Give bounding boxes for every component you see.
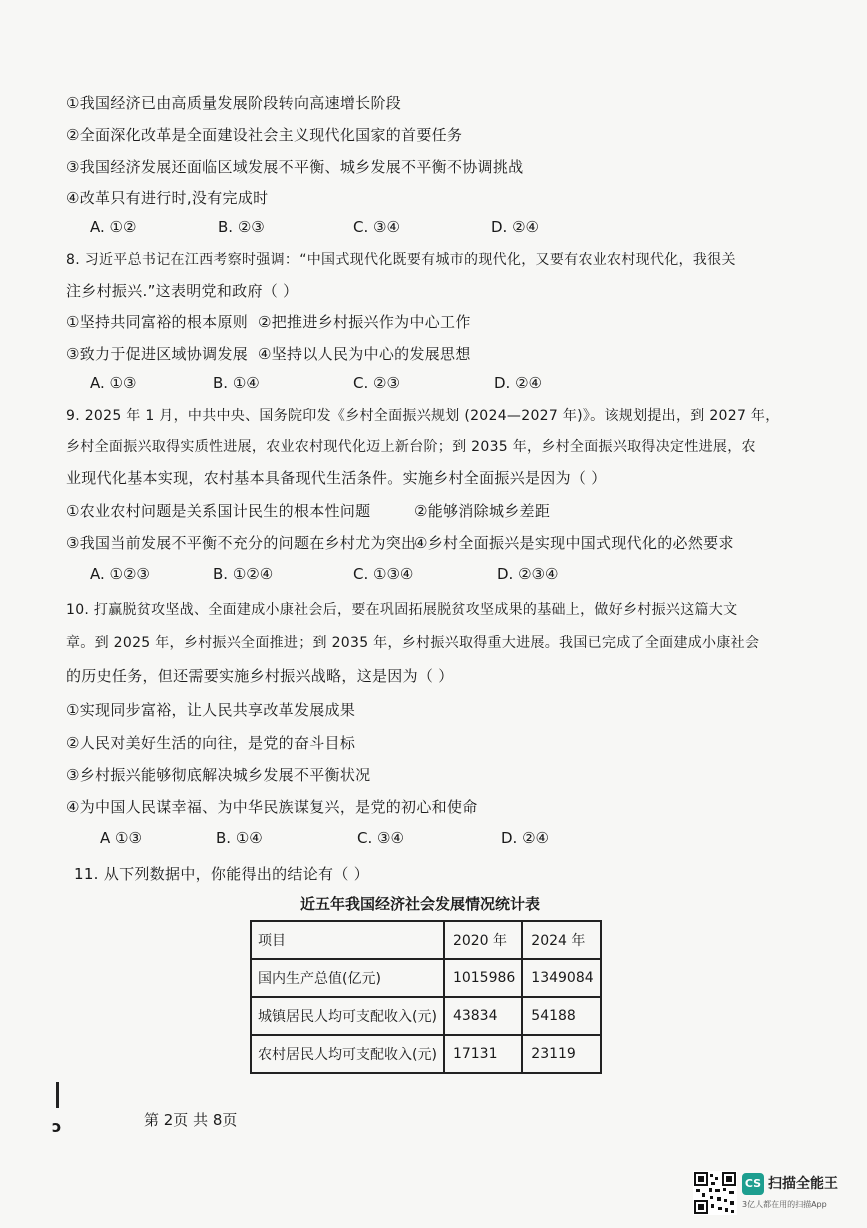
header-cell-item: 项目 [251, 921, 444, 959]
q9-item-3: ③我国当前发展不平衡不充分的问题在乡村尤为突出 [66, 534, 417, 552]
row-value-2020: 17131 [444, 1035, 522, 1073]
q10-stem-line-2: 章。到 2025 年，乡村振兴全面推进；到 2035 年，乡村振兴取得重大进展。我国已完成了全面建成小康社会 [66, 635, 760, 651]
row-label: 国内生产总值(亿元) [251, 959, 444, 997]
q8-item-1: ①坚持共同富裕的根本原则 [66, 313, 249, 331]
q8-option-b: B. ①④ [213, 374, 260, 392]
binding-margin-mark [56, 1082, 59, 1108]
q7-item-1: ①我国经济已由高质量发展阶段转向高速增长阶段 [66, 94, 402, 112]
q9-item-1: ①农业农村问题是关系国计民生的根本性问题 [66, 502, 371, 520]
table-row [251, 997, 601, 1035]
q8-option-c: C. ②③ [353, 374, 400, 392]
scanner-watermark [693, 1171, 847, 1217]
q10-item-2: ②人民对美好生活的向往，是党的奋斗目标 [66, 734, 356, 752]
q10-option-b: B. ①④ [216, 829, 263, 847]
q10-option-d: D. ②④ [501, 829, 549, 847]
row-value-2020: 1015986 [444, 959, 522, 997]
q7-option-c: C. ③④ [353, 218, 400, 236]
q9-stem-line-2: 乡村全面振兴取得实质性进展，农业农村现代化迈上新台阶；到 2035 年，乡村全面振兴取得决定性进展，农 [66, 439, 756, 455]
row-value-2024: 23119 [522, 1035, 600, 1073]
table-title: 近五年我国经济社会发展情况统计表 [300, 895, 541, 913]
table-row [251, 959, 601, 997]
table-row [251, 1035, 601, 1073]
binding-hole-mark: ↄ [52, 1117, 62, 1136]
q9-item-2: ②能够消除城乡差距 [414, 502, 551, 520]
row-value-2024: 1349084 [522, 959, 600, 997]
qr-code-icon [693, 1171, 737, 1215]
q9-option-a: A. ①②③ [90, 565, 150, 583]
scanner-tagline: 3亿人都在用的扫描App [742, 1200, 827, 1209]
q10-item-4: ④为中国人民谋幸福、为中华民族谋复兴，是党的初心和使命 [66, 798, 478, 816]
header-cell-2020: 2020 年 [444, 921, 522, 959]
q11-stem: 11. 从下列数据中，你能得出的结论有（ ） [74, 865, 369, 883]
q10-stem-line-3: 的历史任务，但还需要实施乡村振兴战略，这是因为（ ） [66, 667, 454, 685]
q9-option-d: D. ②③④ [497, 565, 559, 583]
q10-stem-line-1: 10. 打赢脱贫攻坚战、全面建成小康社会后，要在巩固拓展脱贫攻坚成果的基础上，做好乡村振兴这篇大文 [66, 602, 738, 618]
q8-option-a: A. ①③ [90, 374, 137, 392]
header-cell-2024: 2024 年 [522, 921, 600, 959]
q8-item-4: ④坚持以人民为中心的发展思想 [258, 345, 471, 363]
q7-item-4: ④改革只有进行时,没有完成时 [66, 189, 269, 207]
q9-stem-line-3: 业现代化基本实现，农村基本具备现代生活条件。实施乡村全面振兴是因为（ ） [66, 469, 607, 487]
row-value-2020: 43834 [444, 997, 522, 1035]
q9-option-b: B. ①②④ [213, 565, 274, 583]
q7-option-a: A. ①② [90, 218, 137, 236]
q8-item-2: ②把推进乡村振兴作为中心工作 [258, 313, 471, 331]
row-value-2024: 54188 [522, 997, 600, 1035]
q10-item-3: ③乡村振兴能够彻底解决城乡发展不平衡状况 [66, 766, 371, 784]
scanner-app-name: 扫描全能王 [768, 1176, 838, 1192]
q7-item-3: ③我国经济发展还面临区域发展不平衡、城乡发展不平衡不协调挑战 [66, 158, 524, 176]
q8-stem-line-1: 8. 习近平总书记在江西考察时强调：“中国式现代化既要有城市的现代化，又要有农业农村现代化，我很关 [66, 252, 736, 268]
statistics-table [250, 920, 602, 1074]
page-number: 第 2页 共 8页 [144, 1111, 238, 1129]
q8-option-d: D. ②④ [494, 374, 542, 392]
camscanner-logo-icon: CS [742, 1173, 764, 1195]
table-header-row [251, 921, 601, 959]
q10-item-1: ①实现同步富裕，让人民共享改革发展成果 [66, 701, 356, 719]
q8-item-3: ③致力于促进区域协调发展 [66, 345, 249, 363]
q7-option-d: D. ②④ [491, 218, 539, 236]
q10-option-c: C. ③④ [357, 829, 404, 847]
q9-stem-line-1: 9. 2025 年 1 月，中共中央、国务院印发《乡村全面振兴规划 (2024—2027 年)》。该规划提出，到 2027 年， [66, 408, 780, 424]
q9-item-4: ④乡村全面振兴是实现中国式现代化的必然要求 [414, 534, 734, 552]
q8-stem-line-2: 注乡村振兴.”这表明党和政府（ ） [66, 282, 299, 300]
row-label: 城镇居民人均可支配收入(元) [251, 997, 444, 1035]
q9-option-c: C. ①③④ [353, 565, 414, 583]
row-label: 农村居民人均可支配收入(元) [251, 1035, 444, 1073]
q10-option-a: A ①③ [100, 829, 142, 847]
q7-option-b: B. ②③ [218, 218, 265, 236]
q7-item-2: ②全面深化改革是全面建设社会主义现代化国家的首要任务 [66, 126, 463, 144]
